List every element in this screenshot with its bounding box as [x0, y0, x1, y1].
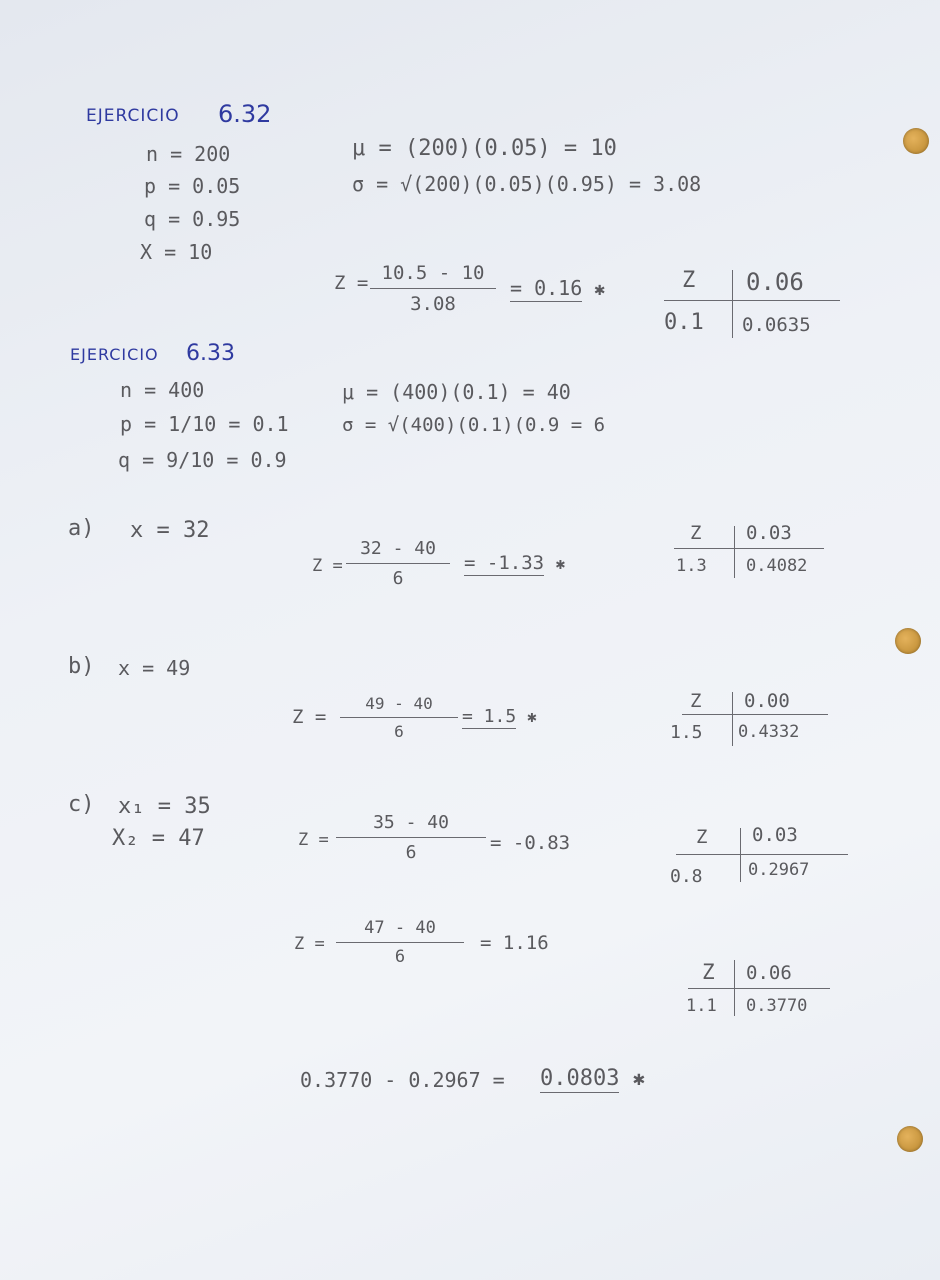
part-a-label: a) — [68, 516, 95, 541]
part-c-numerator-1: 35 - 40 — [373, 812, 449, 833]
part-b-z-label: Z = — [292, 706, 327, 728]
z-table-header-col: 0.06 — [746, 962, 792, 984]
binder-hole-middle — [895, 628, 921, 654]
part-b-result-value: = 1.5 — [462, 706, 517, 727]
part-b-z-fraction — [340, 694, 458, 741]
z-table-header-col: 0.03 — [746, 522, 792, 544]
final-star-mark: ✱ — [632, 1066, 645, 1090]
final-subtraction: 0.3770 - 0.2967 = — [300, 1068, 505, 1092]
exercise-633-title-number: 6.33 — [186, 341, 235, 366]
z-table-row-value: 0.2967 — [748, 860, 810, 880]
z-table-vline — [740, 828, 741, 882]
part-a-z-table — [672, 520, 842, 584]
z-table-header-col: 0.06 — [746, 268, 804, 296]
z-table-header-z: Z — [690, 522, 702, 544]
ex632-x: X = 10 — [140, 240, 213, 264]
ex632-z-result-value: = 0.16 — [510, 276, 583, 300]
z-table-header-z: Z — [696, 826, 708, 848]
z-table-hline — [664, 300, 840, 301]
ex633-mean: μ = (400)(0.1) = 40 — [342, 380, 571, 404]
z-table-row-value: 0.3770 — [746, 996, 808, 1016]
part-b-x: x = 49 — [118, 656, 191, 680]
ex632-std-dev: σ = √(200)(0.05)(0.95) = 3.08 — [352, 172, 702, 196]
z-table-row-value: 0.0635 — [742, 314, 811, 336]
final-result — [540, 1066, 645, 1091]
part-b-star-mark: ✱ — [527, 707, 537, 726]
z-table-row-z: 0.8 — [670, 866, 703, 887]
final-result-value: 0.0803 — [540, 1066, 620, 1091]
part-a-denominator: 6 — [392, 568, 404, 589]
z-table-vline — [732, 692, 733, 746]
z-table-row-value: 0.4332 — [738, 722, 800, 742]
part-c-x2: X₂ = 47 — [112, 826, 205, 851]
part-b-denominator: 6 — [394, 722, 404, 741]
fraction-bar — [340, 717, 458, 718]
part-c-result-2: = 1.16 — [480, 932, 549, 954]
binder-hole-bottom — [897, 1126, 923, 1152]
z-table-hline — [682, 714, 828, 715]
ex632-z-result — [510, 276, 605, 300]
part-c-z-table-2 — [684, 958, 834, 1020]
fraction-bar — [336, 837, 486, 838]
fraction-bar — [346, 563, 450, 564]
z-table-hline — [676, 854, 848, 855]
z-table-vline — [734, 960, 735, 1016]
part-c-numerator-2: 47 - 40 — [364, 918, 436, 938]
ex633-p: p = 1/10 = 0.1 — [120, 412, 289, 436]
ex632-z-label: Z = — [334, 272, 369, 294]
part-a-x: x = 32 — [130, 518, 210, 543]
z-table-row-z: 0.1 — [664, 310, 704, 335]
z-table-header-z: Z — [702, 960, 715, 984]
ex632-star-mark: ✱ — [594, 279, 606, 300]
ex632-p: p = 0.05 — [144, 174, 241, 198]
ex632-z-numerator: 10.5 - 10 — [381, 262, 485, 284]
z-table-row-z: 1.1 — [686, 996, 717, 1016]
part-c-result-1: = -0.83 — [490, 832, 571, 854]
part-c-denominator-1: 6 — [405, 842, 417, 863]
z-table-hline — [674, 548, 824, 549]
z-table-row-value: 0.4082 — [746, 556, 808, 576]
z-table-vline — [732, 270, 733, 338]
ex633-q: q = 9/10 = 0.9 — [118, 448, 287, 472]
part-c-z1-fraction — [336, 812, 486, 863]
binder-hole-top — [903, 128, 929, 154]
z-table-header-z: Z — [682, 268, 696, 293]
part-c-denominator-2: 6 — [394, 947, 406, 967]
part-a-result-value: = -1.33 — [464, 552, 545, 574]
part-a-star-mark: ✱ — [555, 554, 566, 573]
ex633-n: n = 400 — [120, 378, 205, 402]
part-b-z-table — [668, 688, 838, 750]
z-table-header-col: 0.03 — [752, 824, 798, 846]
part-c-z2-fraction — [336, 918, 464, 967]
z-table-hline — [688, 988, 830, 989]
ex632-q: q = 0.95 — [144, 207, 241, 231]
z-table-vline — [734, 526, 735, 578]
z-table-row-z: 1.3 — [676, 556, 707, 576]
z-table-row-z: 1.5 — [670, 722, 703, 743]
part-c-label: c) — [68, 792, 95, 817]
exercise-632-title-number: 6.32 — [218, 100, 272, 128]
ex632-mean: μ = (200)(0.05) = 10 — [352, 136, 617, 161]
z-table-header-col: 0.00 — [744, 690, 790, 712]
part-b-label: b) — [68, 654, 95, 679]
part-b-result — [462, 706, 537, 727]
part-a-result — [464, 552, 565, 574]
ex632-n: n = 200 — [146, 142, 231, 166]
part-c-z-table-1 — [668, 824, 850, 890]
ex632-z-denominator: 3.08 — [410, 293, 456, 315]
ex632-z-fraction — [370, 262, 496, 315]
fraction-bar — [336, 942, 464, 943]
part-c-z2-label: Z = — [294, 934, 325, 954]
part-a-z-label: Z = — [312, 556, 343, 576]
part-c-z1-label: Z = — [298, 830, 329, 850]
exercise-632-title-word: EJERCICIO — [86, 106, 180, 126]
ex632-z-table — [662, 266, 842, 340]
part-a-numerator: 32 - 40 — [360, 538, 436, 559]
z-table-header-z: Z — [690, 690, 702, 712]
ex633-std-dev: σ = √(400)(0.1)(0.9 = 6 — [342, 414, 606, 436]
part-b-numerator: 49 - 40 — [365, 694, 433, 713]
exercise-633-title-word: EJERCICIO — [70, 345, 159, 364]
part-c-x1: x₁ = 35 — [118, 794, 211, 819]
fraction-bar — [370, 288, 496, 289]
part-a-z-fraction — [346, 538, 450, 589]
